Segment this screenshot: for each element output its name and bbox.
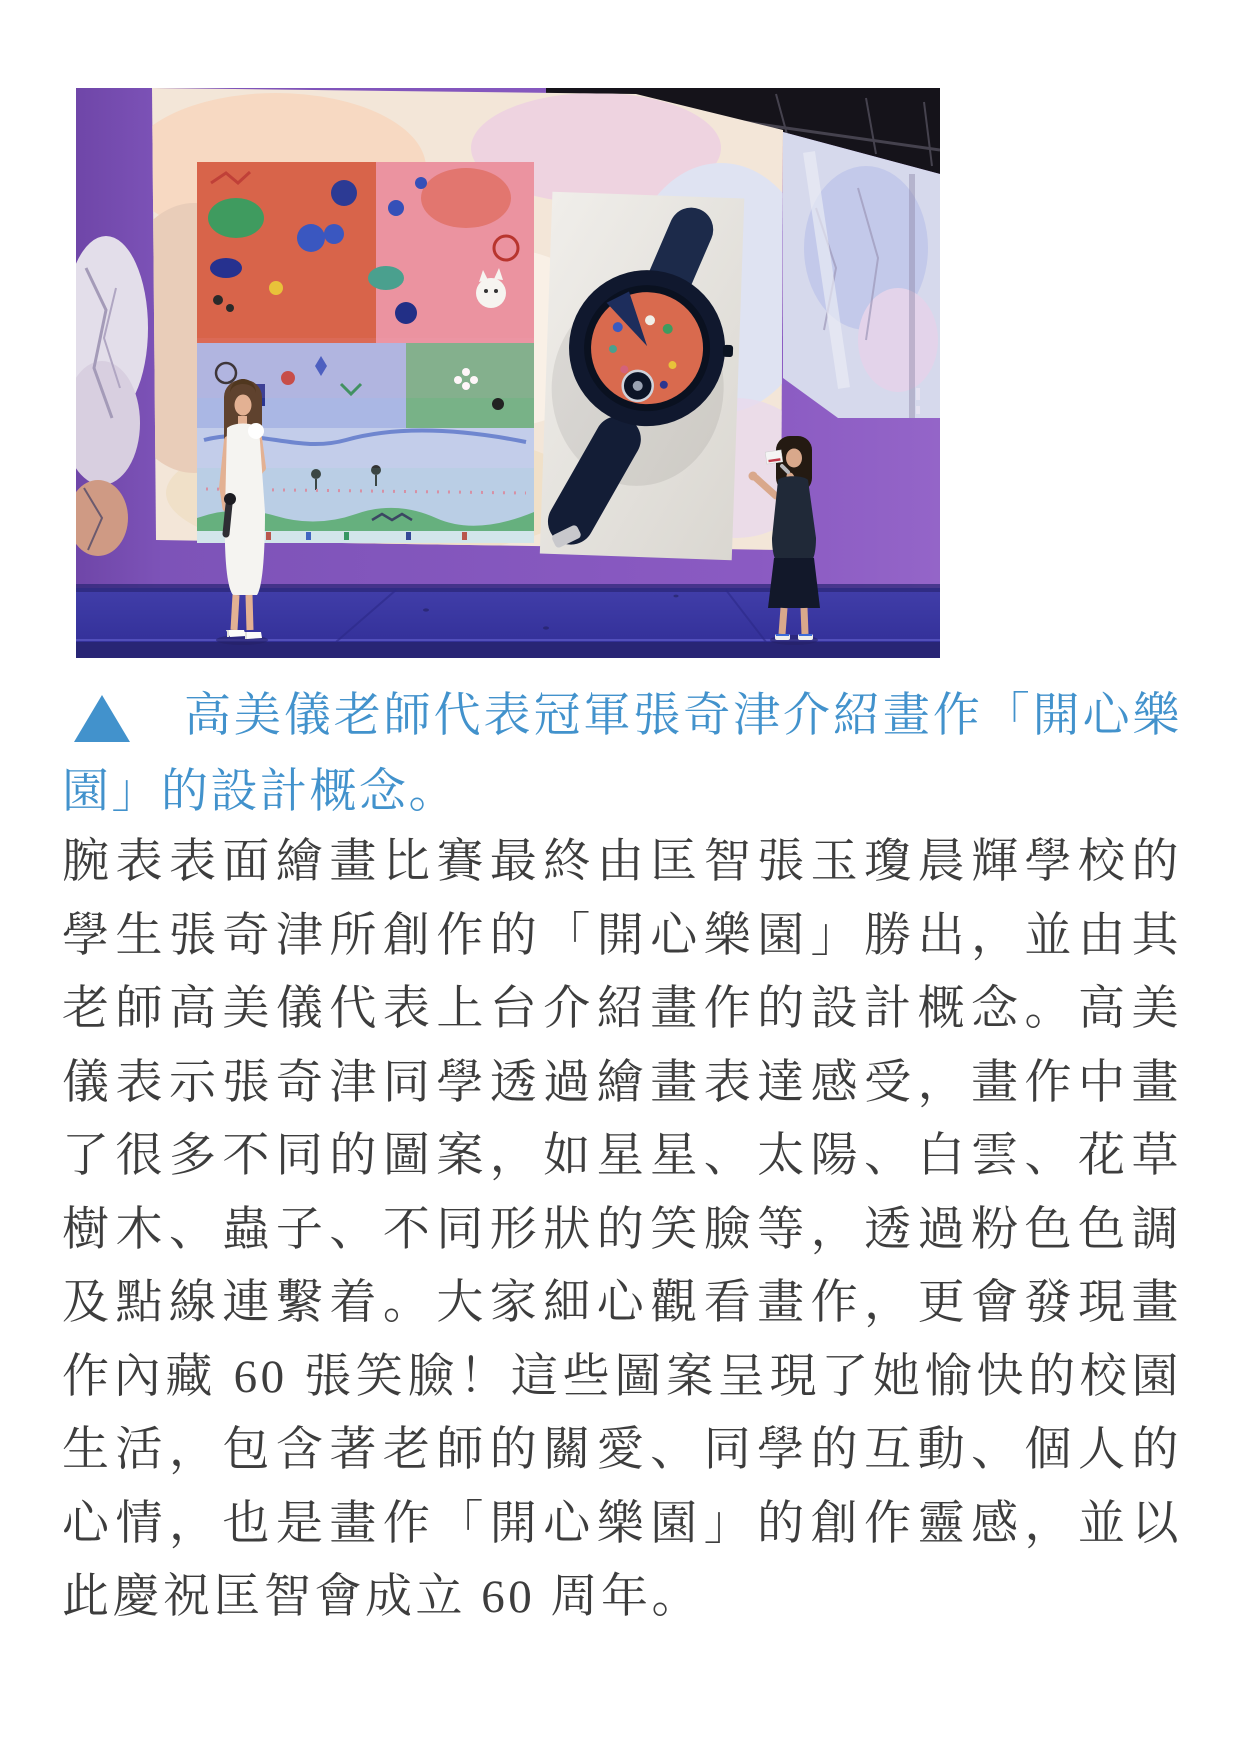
article-photo <box>76 88 940 658</box>
caption-triangle-icon <box>74 695 130 742</box>
article-line: 腕表表面繪畫比賽最終由匡智張玉瓊晨輝學校的 <box>62 836 1182 888</box>
caption-line-2: 園」的設計概念。 <box>62 766 458 818</box>
article-line: 學生張奇津所創作的「開心樂園」勝出，並由其 <box>62 909 1182 962</box>
stage-photo-illustration <box>76 88 940 658</box>
article-line: 心情，也是畫作「開心樂園」的創作靈感，並以 <box>62 1497 1182 1550</box>
wall-artwork-right <box>783 132 940 418</box>
article-body <box>62 826 1182 1635</box>
article-line: 老師高美儀代表上台介紹畫作的設計概念。高美 <box>62 983 1182 1035</box>
article-line: 生活，包含著老師的關愛、同學的互動、個人的 <box>62 1424 1182 1476</box>
caption-line-1 <box>62 678 1182 754</box>
article-line: 儀表示張奇津同學透過繪畫表達感受，畫作中畫 <box>62 1056 1182 1109</box>
article-line: 了很多不同的圖案，如星星、太陽、白雲、花草 <box>62 1130 1182 1182</box>
article-line: 作內藏 60 張笑臉！這些圖案呈現了她愉快的校園 <box>62 1350 1182 1403</box>
article-line: 及點線連繫着。大家細心觀看畫作，更會發現畫 <box>62 1277 1182 1329</box>
article-line: 樹木、蟲子、不同形狀的笑臉等，透過粉色色調 <box>62 1203 1182 1256</box>
watch-photo <box>540 192 745 560</box>
caption-text-1: 高美儀老師代表冠軍張奇津介紹畫作「開心樂 <box>184 690 1182 742</box>
photo-caption <box>62 678 1182 830</box>
article-line: 此慶祝匡智會成立 60 周年。 <box>62 1571 702 1623</box>
microphone-speaker <box>765 450 783 464</box>
